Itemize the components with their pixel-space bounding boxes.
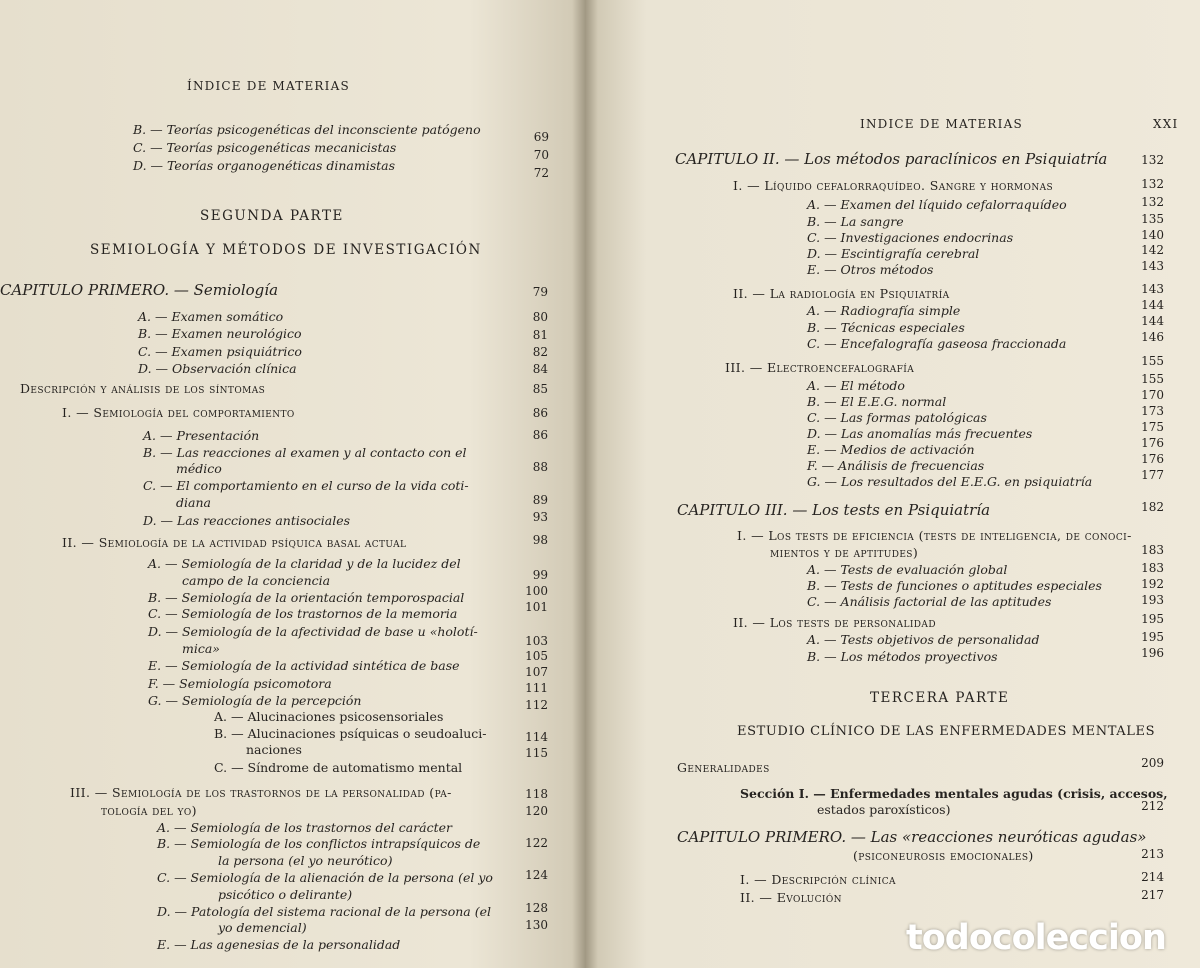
toc-page-number: 132 xyxy=(1141,153,1164,167)
toc-entry: I. — Semiología del comportamiento xyxy=(62,405,295,420)
toc-entry: TERCERA PARTE xyxy=(870,690,1010,706)
toc-entry: B. — Examen neurológico xyxy=(138,326,302,341)
toc-page-number: 170 xyxy=(1141,388,1164,402)
toc-entry: II. — Semiología de la actividad psíquica basal actual xyxy=(62,535,407,550)
toc-page-number: 143 xyxy=(1141,282,1164,296)
toc-entry: diana xyxy=(176,495,211,510)
toc-page-number: 99 xyxy=(532,568,548,582)
toc-page-number: 105 xyxy=(525,649,548,663)
toc-entry: tología del yo) xyxy=(101,803,197,818)
toc-page-number: 144 xyxy=(1141,298,1164,312)
toc-page-number: 176 xyxy=(1141,452,1164,466)
toc-entry: III. — Semiología de los trastornos de la personalidad (pa- xyxy=(70,785,452,800)
toc-entry: mica» xyxy=(182,641,220,656)
toc-entry: F. — Semiología psicomotora xyxy=(148,676,332,691)
toc-entry: B. — Los métodos proyectivos xyxy=(807,649,998,664)
page-folio: XXI xyxy=(1153,117,1179,131)
toc-entry: CAPITULO PRIMERO. — Las «reacciones neuróticas agudas» xyxy=(677,828,1147,846)
toc-entry: C. — Síndrome de automatismo mental xyxy=(214,760,463,775)
right-page xyxy=(585,0,1200,968)
toc-entry: A. — Examen del líquido cefalorraquídeo xyxy=(807,197,1067,212)
toc-entry: B. — La sangre xyxy=(807,214,904,229)
toc-page-number: 112 xyxy=(525,698,548,712)
toc-entry: D. — Patología del sistema racional de la persona (el xyxy=(157,904,491,919)
toc-entry: naciones xyxy=(246,742,302,757)
toc-entry: A. — Radiografía simple xyxy=(807,303,961,318)
toc-entry: G. — Semiología de la percepción xyxy=(148,693,362,708)
toc-page-number: 128 xyxy=(525,901,548,915)
toc-entry: D. — Semiología de la afectividad de base u «holotí- xyxy=(148,624,478,639)
toc-entry: Generalidades xyxy=(677,760,770,775)
toc-entry: B. — Semiología de los conflictos intrapsíquicos de xyxy=(157,836,481,851)
toc-page-number: 175 xyxy=(1141,420,1164,434)
toc-entry: campo de la conciencia xyxy=(182,573,331,588)
toc-entry: A. — Presentación xyxy=(143,428,260,443)
toc-entry: C. — Teorías psicogenéticas mecanicistas xyxy=(133,140,397,155)
right-running-head: INDICE DE MATERIAS xyxy=(860,117,1023,131)
toc-page-number: 183 xyxy=(1141,543,1164,557)
toc-page-number: 115 xyxy=(525,746,548,760)
toc-entry: B. — El E.E.G. normal xyxy=(807,394,947,409)
toc-page-number: 114 xyxy=(525,730,548,744)
book-spine-shadow xyxy=(572,0,598,968)
toc-page-number: 140 xyxy=(1141,228,1164,242)
toc-page-number: 196 xyxy=(1141,646,1164,660)
toc-page-number: 111 xyxy=(525,681,548,695)
toc-page-number: 79 xyxy=(532,285,548,299)
toc-page-number: 193 xyxy=(1141,593,1164,607)
toc-entry: III. — Electroencefalografía xyxy=(725,360,915,375)
toc-page-number: 122 xyxy=(525,836,548,850)
toc-entry: II. — Evolución xyxy=(740,890,842,905)
toc-entry: E. — Semiología de la actividad sintética de base xyxy=(148,658,460,673)
toc-entry: B. — Teorías psicogenéticas del inconsciente patógeno xyxy=(133,122,481,137)
toc-entry: C. — Análisis factorial de las aptitudes xyxy=(807,594,1052,609)
toc-entry: psicótico o delirante) xyxy=(218,887,353,902)
toc-page-number: 135 xyxy=(1141,212,1164,226)
toc-entry: yo demencial) xyxy=(218,920,307,935)
toc-entry: Sección I. — Enfermedades mentales agudas (crisis, accesos, xyxy=(740,786,1168,801)
watermark-logo: todocoleccion xyxy=(906,918,1166,958)
toc-page-number: 195 xyxy=(1141,630,1164,644)
toc-entry: B. — Alucinaciones psíquicas o seudoaluci- xyxy=(214,726,487,741)
toc-entry: II. — Los tests de personalidad xyxy=(733,615,936,630)
toc-entry: la persona (el yo neurótico) xyxy=(218,853,393,868)
toc-entry: estados paroxísticos) xyxy=(817,802,951,817)
toc-entry: I. — Los tests de eficiencia (tests de inteligencia, de conoci- xyxy=(737,528,1132,543)
toc-entry: C. — Encefalografía gaseosa fraccionada xyxy=(807,336,1067,351)
toc-page-number: 212 xyxy=(1141,799,1164,813)
toc-page-number: 132 xyxy=(1141,195,1164,209)
toc-entry: E. — Las agenesias de la personalidad xyxy=(157,937,401,952)
toc-entry: A. — El método xyxy=(807,378,905,393)
toc-entry: B. — Tests de funciones o aptitudes especiales xyxy=(807,578,1102,593)
toc-page-number: 120 xyxy=(525,804,548,818)
toc-entry: I. — Descripción clínica xyxy=(740,872,896,887)
toc-page-number: 86 xyxy=(532,428,548,442)
toc-entry: (psiconeurosis emocionales) xyxy=(853,848,1034,863)
toc-page-number: 155 xyxy=(1141,372,1164,386)
toc-page-number: 176 xyxy=(1141,436,1164,450)
toc-page-number: 177 xyxy=(1141,468,1164,482)
toc-page-number: 213 xyxy=(1141,847,1164,861)
toc-entry: SEMIOLOGÍA Y MÉTODOS DE INVESTIGACIÓN xyxy=(90,242,482,258)
toc-page-number: 89 xyxy=(532,493,548,507)
toc-entry: A. — Semiología de los trastornos del carácter xyxy=(157,820,453,835)
toc-page-number: 143 xyxy=(1141,259,1164,273)
toc-page-number: 82 xyxy=(532,345,548,359)
toc-page-number: 214 xyxy=(1141,870,1164,884)
left-page xyxy=(0,0,585,968)
toc-entry: D. — Observación clínica xyxy=(138,361,297,376)
toc-entry: C. — Examen psiquiátrico xyxy=(138,344,302,359)
toc-entry: SEGUNDA PARTE xyxy=(200,208,344,224)
toc-entry: C. — Las formas patológicas xyxy=(807,410,987,425)
toc-page-number: 182 xyxy=(1141,500,1164,514)
toc-page-number: 195 xyxy=(1141,612,1164,626)
toc-entry: G. — Los resultados del E.E.G. en psiquiatría xyxy=(807,474,1093,489)
toc-entry: ESTUDIO CLÍNICO DE LAS ENFERMEDADES MENTALES xyxy=(737,724,1156,739)
toc-page-number: 173 xyxy=(1141,404,1164,418)
toc-page-number: 144 xyxy=(1141,314,1164,328)
toc-entry: C. — Investigaciones endocrinas xyxy=(807,230,1014,245)
toc-entry: C. — Semiología de la alienación de la persona (el yo xyxy=(157,870,493,885)
toc-page-number: 142 xyxy=(1141,243,1164,257)
toc-page-number: 80 xyxy=(532,310,548,324)
toc-entry: II. — La radiología en Psiquiatría xyxy=(733,286,950,301)
toc-entry: D. — Escintigrafía cerebral xyxy=(807,246,980,261)
toc-entry: A. — Semiología de la claridad y de la lucidez del xyxy=(148,556,461,571)
toc-page-number: 84 xyxy=(532,362,548,376)
toc-entry: mientos y de aptitudes) xyxy=(770,545,919,560)
toc-entry: A. — Tests objetivos de personalidad xyxy=(807,632,1040,647)
toc-page-number: 118 xyxy=(525,787,548,801)
toc-entry: A. — Examen somático xyxy=(138,309,284,324)
left-running-head: ÍNDICE DE MATERIAS xyxy=(187,79,350,93)
toc-page-number: 192 xyxy=(1141,577,1164,591)
toc-entry: A. — Tests de evaluación global xyxy=(807,562,1008,577)
toc-entry: Descripción y análisis de los síntomas xyxy=(20,381,266,396)
toc-entry: D. — Las anomalías más frecuentes xyxy=(807,426,1033,441)
toc-page-number: 88 xyxy=(532,460,548,474)
toc-page-number: 183 xyxy=(1141,561,1164,575)
toc-page-number: 130 xyxy=(525,918,548,932)
toc-page-number: 217 xyxy=(1141,888,1164,902)
toc-entry: A. — Alucinaciones psicosensoriales xyxy=(214,709,444,724)
toc-entry: C. — Semiología de los trastornos de la memoria xyxy=(148,606,458,621)
toc-entry: B. — Semiología de la orientación temporospacial xyxy=(148,590,465,605)
toc-page-number: 100 xyxy=(525,584,548,598)
toc-page-number: 101 xyxy=(525,600,548,614)
toc-entry: D. — Las reacciones antisociales xyxy=(143,513,351,528)
toc-entry: B. — Técnicas especiales xyxy=(807,320,965,335)
toc-entry: CAPITULO PRIMERO. — Semiología xyxy=(0,281,279,299)
toc-entry: CAPITULO II. — Los métodos paraclínicos en Psiquiatría xyxy=(675,150,1108,168)
toc-page-number: 85 xyxy=(532,382,548,396)
toc-page-number: 209 xyxy=(1141,756,1164,770)
toc-page-number: 155 xyxy=(1141,354,1164,368)
toc-page-number: 86 xyxy=(532,406,548,420)
toc-entry: D. — Teorías organogenéticas dinamistas xyxy=(133,158,395,173)
toc-page-number: 98 xyxy=(532,533,548,547)
toc-page-number: 72 xyxy=(533,166,549,180)
toc-entry: médico xyxy=(176,461,222,476)
toc-page-number: 146 xyxy=(1141,330,1164,344)
toc-entry: E. — Medios de activación xyxy=(807,442,975,457)
toc-page-number: 69 xyxy=(533,130,549,144)
toc-page-number: 103 xyxy=(525,634,548,648)
toc-entry: C. — El comportamiento en el curso de la vida coti- xyxy=(143,478,469,493)
toc-page-number: 81 xyxy=(532,328,548,342)
toc-entry: B. — Las reacciones al examen y al contacto con el xyxy=(143,445,467,460)
toc-page-number: 124 xyxy=(525,868,548,882)
toc-page-number: 93 xyxy=(532,510,548,524)
toc-page-number: 70 xyxy=(533,148,549,162)
toc-entry: I. — Líquido cefalorraquídeo. Sangre y hormonas xyxy=(733,178,1054,193)
toc-page-number: 132 xyxy=(1141,177,1164,191)
toc-entry: CAPITULO III. — Los tests en Psiquiatría xyxy=(677,501,991,519)
toc-entry: E. — Otros métodos xyxy=(807,262,934,277)
toc-entry: F. — Análisis de frecuencias xyxy=(807,458,985,473)
toc-page-number: 107 xyxy=(525,665,548,679)
